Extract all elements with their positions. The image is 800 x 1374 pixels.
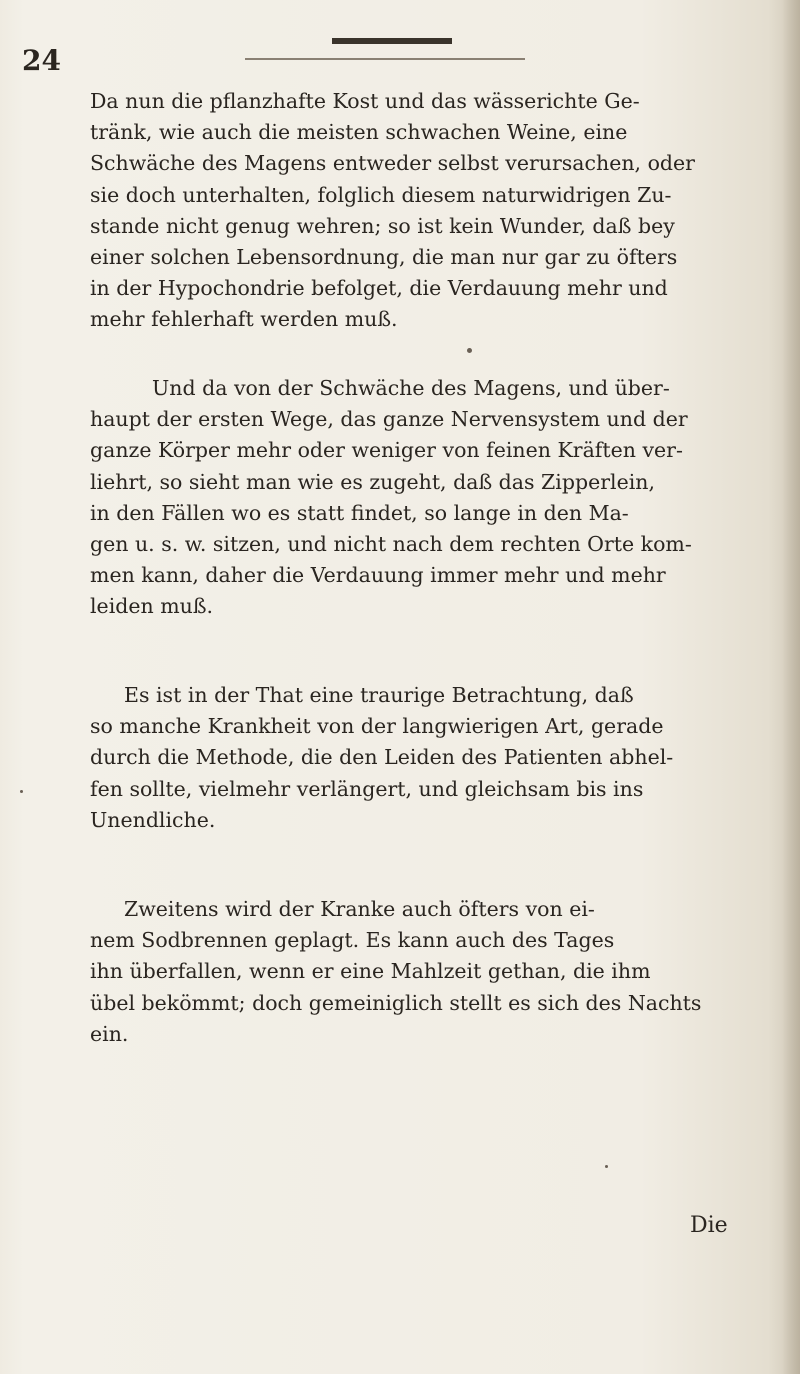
text-line: Unendliche.	[90, 807, 216, 832]
paragraph-2	[90, 373, 740, 623]
ink-speck	[20, 790, 23, 793]
text-line: leiden muß.	[90, 594, 214, 619]
text-line: Da nun die pflanzhafte Kost und das wässerichte Ge-	[90, 89, 640, 113]
text-line: Es ist in der That eine traurige Betrachtung, daß	[124, 683, 634, 707]
paragraph-1	[90, 86, 740, 336]
text-line: übel bekömmt; doch gemeiniglich stellt es sich des Nachts	[90, 990, 702, 1015]
header-rule-thin	[245, 58, 525, 60]
text-line: mehr fehlerhaft werden muß.	[90, 307, 398, 332]
text-line: in der Hypochondrie befolget, die Verdauung mehr und	[90, 276, 668, 301]
catchword: Die	[690, 1213, 728, 1238]
text-line: sie doch unterhalten, folglich diesem naturwidrigen Zu-	[90, 182, 672, 207]
paragraph-4	[90, 894, 740, 1050]
text-line: nem Sodbrennen geplagt. Es kann auch des Tages	[90, 928, 615, 953]
text-line: men kann, daher die Verdauung immer mehr und mehr	[90, 563, 666, 588]
text-line: fen sollte, vielmehr verlängert, und gleichsam bis ins	[90, 776, 644, 801]
text-line: haupt der ersten Wege, das ganze Nervensystem und der	[90, 407, 688, 432]
ink-speck	[605, 1165, 608, 1168]
page-number: 24	[22, 44, 61, 77]
text-line: in den Fällen wo es statt findet, so lange in den Ma-	[90, 500, 629, 525]
text-line: stande nicht genug wehren; so ist kein Wunder, daß bey	[90, 213, 675, 238]
text-line: tränk, wie auch die meisten schwachen Weine, eine	[90, 120, 628, 145]
text-line: einer solchen Lebensordnung, die man nur gar zu öfters	[90, 245, 678, 270]
text-line: durch die Methode, die den Leiden des Patienten abhel-	[90, 745, 674, 770]
header-rule	[332, 38, 452, 44]
text-line: ihn überfallen, wenn er eine Mahlzeit gethan, die ihm	[90, 959, 651, 984]
text-line: Zweitens wird der Kranke auch öfters von ei-	[124, 897, 595, 921]
text-line: ein.	[90, 1021, 129, 1046]
paragraph-3	[90, 680, 740, 836]
text-line: ganze Körper mehr oder weniger von feinen Kräften ver-	[90, 438, 683, 463]
text-line: liehrt, so sieht man wie es zugeht, daß das Zipperlein,	[90, 469, 655, 494]
text-line: Schwäche des Magens entweder selbst verursachen, oder	[90, 151, 695, 176]
ink-speck	[467, 348, 472, 353]
text-line: gen u. s. w. sitzen, und nicht nach dem rechten Orte kom-	[90, 532, 692, 557]
text-line: Und da von der Schwäche des Magens, und über-	[152, 376, 670, 400]
text-line: so manche Krankheit von der langwierigen Art, gerade	[90, 714, 664, 739]
